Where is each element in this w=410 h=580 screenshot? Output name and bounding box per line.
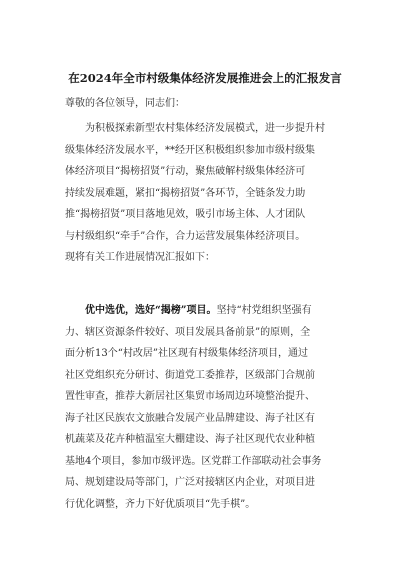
document-title: 在2024年全市村级集体经济发展推进会上的汇报发言 bbox=[68, 71, 342, 85]
section-heading: 优中选优，选好“揭榜”项目。 bbox=[85, 305, 217, 316]
paragraph-line: 现将有关工作进展情况汇报如下： bbox=[65, 252, 215, 263]
paragraph-line: 推“揭榜招贤”项目落地见效，吸引市场主体、人才团队 bbox=[65, 209, 306, 220]
paragraph-line: 力、辖区资源条件较好、项目发展具备前景”的原则，全 bbox=[65, 326, 311, 338]
paragraph-line: 置性审查，推荐大新居社区集贸市场周边环境整治提升、 bbox=[65, 391, 315, 402]
paragraph-line: 体经济项目“揭榜招贤”行动，聚焦破解村级集体经济可 bbox=[65, 166, 306, 177]
paragraph-line: 局、规划建设局等部门，广泛对接辖区内企业，对项目进 bbox=[65, 477, 315, 488]
paragraph-line: 行优化调整，齐力下好优质项目“先手棋”。 bbox=[65, 498, 256, 510]
paragraph-line: 海子社区民族农文旅融合发展产业品牌建设、海子社区有 bbox=[65, 412, 315, 424]
paragraph-line bbox=[65, 300, 355, 322]
paragraph-line: 基地4个项目，参加市级评选。区党群工作部联动社会事务 bbox=[65, 455, 322, 467]
paragraph-text: 坚持“村党组织坚强有 bbox=[216, 305, 312, 316]
paragraph-section-1 bbox=[65, 300, 355, 515]
paragraph-line: 社区党组织充分研讨、街道党工委推荐，区级部门合规前 bbox=[65, 369, 315, 381]
paragraph-line: 与村级组织“牵手”合作，合力运营发展集体经济项目。 bbox=[65, 230, 306, 242]
paragraph-line: 级集体经济发展水平，**经开区积极组织参加市级村级集 bbox=[65, 144, 315, 156]
paragraph-line: 面分析13个“村改居”社区现有村级集体经济项目，通过 bbox=[65, 348, 308, 359]
paragraph-line: 为积极探索新型农村集体经济发展模式，进一步提升村 bbox=[85, 123, 325, 134]
paragraph-intro bbox=[65, 118, 355, 269]
paragraph-line: 持续发展难题，紧扣“揭榜招贤”各环节，全链条发力助 bbox=[65, 187, 306, 199]
paragraph-line: 机蔬菜及花卉种植温室大棚建设、海子社区现代农业种植 bbox=[65, 434, 315, 445]
salutation: 尊敬的各位领导，同志们： bbox=[65, 98, 185, 109]
